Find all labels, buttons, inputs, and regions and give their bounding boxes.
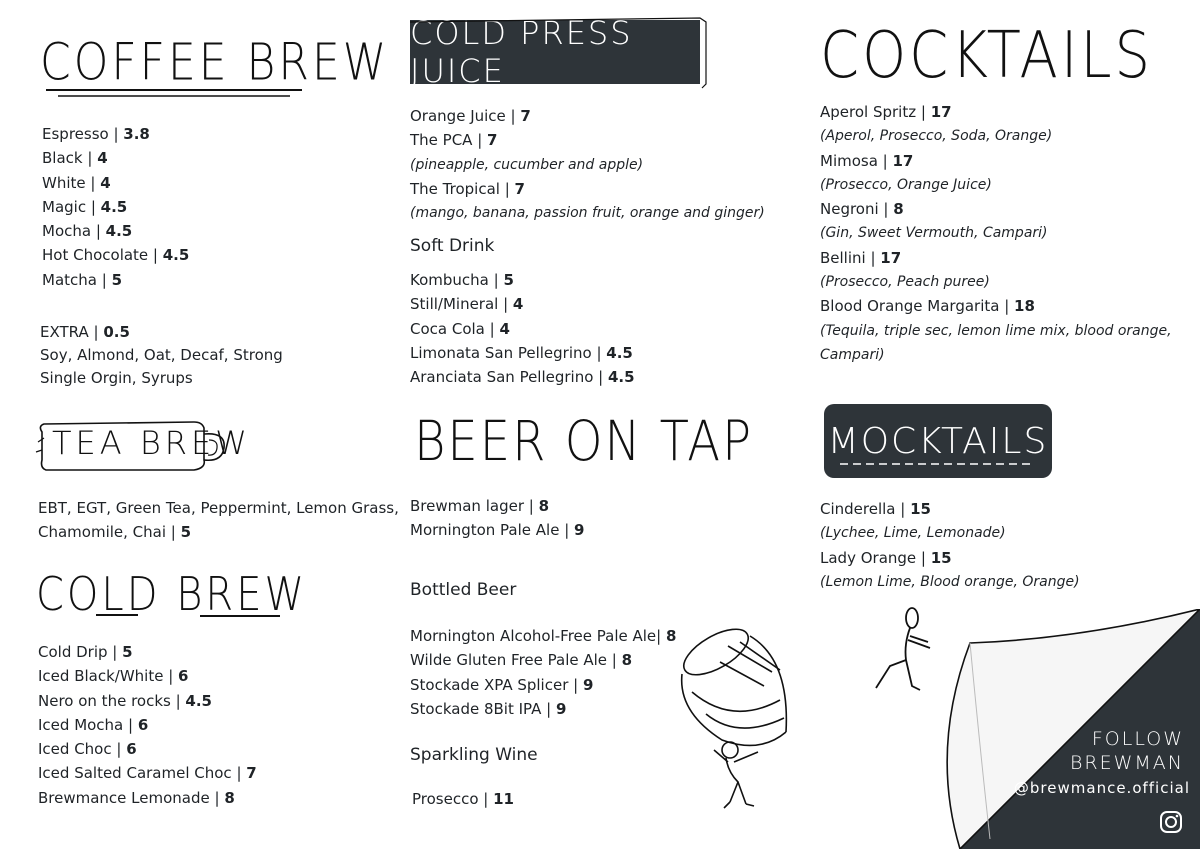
menu-item — [42, 268, 189, 292]
item-price: 5 — [122, 643, 133, 661]
item-name: Brewman lager | — [410, 497, 539, 515]
juice-list — [410, 104, 765, 225]
item-name: Cold Drip | — [38, 643, 123, 661]
item-price: 6 — [126, 740, 137, 759]
menu-item — [38, 664, 257, 688]
cold-brew-heading: COLD BREW — [36, 568, 308, 622]
sparkling-wine-heading: Sparkling Wine — [410, 745, 538, 765]
menu-item — [820, 149, 1172, 173]
item-description: (Tequila, triple sec, lemon lime mix, blood orange, — [820, 322, 1172, 339]
item-name: Prosecco | — [412, 790, 494, 808]
menu-item — [410, 673, 676, 697]
item-price: 4 — [97, 149, 108, 168]
follow-line: FOLLOW — [1091, 728, 1184, 750]
item-price: 4 — [512, 295, 524, 314]
item-description: (Lemon Lime, Blood orange, Orange) — [820, 573, 1080, 590]
item-price: 6 — [137, 715, 149, 734]
instagram-icon[interactable] — [1158, 809, 1184, 835]
item-price: 17 — [892, 151, 914, 170]
item-price: 7 — [246, 764, 257, 783]
menu-item — [38, 640, 257, 664]
item-price: 8 — [538, 497, 550, 515]
item-price: 7 — [520, 107, 531, 125]
menu-item — [42, 243, 189, 267]
bottled-beer-heading: Bottled Beer — [410, 580, 517, 600]
item-price: 15 — [910, 500, 931, 518]
item-price: 9 — [555, 699, 567, 718]
menu-item — [820, 294, 1172, 318]
coffee-list — [42, 122, 189, 292]
menu-item — [42, 122, 189, 146]
item-price: 4.5 — [608, 368, 635, 387]
menu-item — [38, 713, 257, 737]
item-price: 4.5 — [606, 343, 633, 362]
item-description: Campari) — [820, 346, 885, 363]
item-name: Magic | — [42, 197, 101, 216]
item-description: (Prosecco, Peach puree) — [820, 274, 990, 291]
bottled-list — [410, 624, 676, 721]
menu-item — [410, 518, 584, 542]
menu-item — [410, 104, 765, 128]
item-price: 8 — [224, 788, 235, 807]
menu-item — [38, 689, 257, 713]
item-price: 4.5 — [162, 246, 190, 265]
item-price: 6 — [178, 667, 189, 686]
item-name: Nero on the rocks | — [38, 691, 186, 710]
item-price: 8 — [893, 200, 904, 219]
item-price: 8 — [665, 627, 677, 645]
item-name: Bellini | — [820, 248, 881, 267]
item-price: 9 — [574, 521, 585, 540]
menu-item — [42, 146, 189, 170]
item-price: 4.5 — [105, 222, 133, 241]
menu-item — [820, 246, 1172, 270]
item-price: 4.5 — [100, 197, 128, 216]
item-name: Mornington Alcohol-Free Pale Ale| — [410, 627, 666, 645]
item-name: The Tropical | — [410, 179, 515, 198]
barrel-carrier-illustration — [665, 622, 808, 818]
item-price: 4 — [499, 319, 510, 338]
item-description: (Aperol, Prosecco, Soda, Orange) — [820, 128, 1053, 145]
follow-line: BREWMAN — [1069, 752, 1184, 774]
menu-item — [410, 177, 765, 201]
coffee-brew-underline — [44, 86, 306, 100]
coffee-brew-heading: COFFEE BREW — [40, 33, 390, 93]
item-name: Cinderella | — [820, 500, 911, 518]
beer-on-tap-heading: BEER ON TAP — [414, 409, 754, 474]
item-name: Mimosa | — [820, 151, 893, 170]
menu-item — [410, 341, 635, 365]
item-price: 9 — [582, 675, 594, 694]
instagram-handle[interactable]: @brewmance.official — [1013, 779, 1190, 797]
item-name: Iced Mocha | — [38, 715, 138, 734]
menu-item — [820, 197, 1172, 221]
item-price: 5 — [503, 271, 514, 289]
item-price: 15 — [930, 548, 952, 567]
item-name: White | — [42, 173, 101, 192]
menu-item — [42, 195, 189, 219]
item-description: (mango, banana, passion fruit, orange and ginger) — [410, 205, 765, 222]
item-price: 4.5 — [185, 691, 212, 710]
menu-item — [38, 786, 257, 810]
item-name: The PCA | — [410, 131, 488, 150]
menu-item — [410, 697, 676, 721]
item-name: Mocha | — [42, 222, 106, 241]
extra-item: EXTRA | 0.5 — [40, 323, 130, 341]
menu-item — [410, 268, 635, 292]
stick-figure-illustration — [866, 604, 946, 704]
menu-item — [410, 292, 635, 316]
item-price: 11 — [493, 790, 514, 808]
sparkling-list — [412, 787, 514, 811]
menu-item — [42, 171, 189, 195]
cold-press-juice-heading: COLD PRESS JUICE — [410, 14, 633, 90]
item-name: Mornington Pale Ale | — [410, 521, 575, 540]
item-name: Espresso | — [42, 125, 124, 143]
follow-label — [1070, 727, 1184, 775]
item-price: 17 — [880, 248, 902, 267]
item-description: (Lychee, Lime, Lemonade) — [820, 525, 1006, 542]
menu-item — [820, 100, 1172, 124]
item-price: 17 — [930, 103, 952, 121]
tea-line: Chamomile, Chai | 5 — [38, 523, 192, 542]
banner-shadow — [408, 14, 708, 90]
menu-item — [820, 497, 1080, 521]
extra-line: Soy, Almond, Oat, Decaf, Strong — [40, 346, 283, 364]
item-name: Orange Juice | — [410, 107, 521, 125]
item-name: Matcha | — [42, 270, 112, 289]
item-name: Negroni | — [820, 200, 894, 219]
item-price: 3.8 — [123, 125, 150, 143]
soft-drink-heading: Soft Drink — [410, 236, 495, 256]
tea-list — [38, 496, 399, 545]
menu-item — [410, 365, 635, 389]
item-price: 7 — [514, 179, 525, 198]
menu-item — [410, 624, 676, 648]
item-name: Iced Salted Caramel Choc | — [38, 764, 247, 783]
item-name: Still/Mineral | — [410, 295, 513, 314]
soft-drink-list — [410, 268, 635, 389]
item-name: Stockade 8Bit IPA | — [410, 699, 556, 718]
item-price: 8 — [621, 651, 633, 670]
menu-item — [38, 737, 257, 761]
menu-item — [820, 546, 1080, 570]
item-name: Lady Orange | — [820, 548, 931, 567]
menu-item — [410, 648, 676, 672]
menu-item — [412, 787, 514, 811]
cold-brew-list — [38, 640, 257, 810]
item-name: Limonata San Pellegrino | — [410, 343, 607, 362]
item-name: Aperol Spritz | — [820, 103, 931, 121]
item-name: Blood Orange Margarita | — [820, 297, 1015, 316]
menu-item — [410, 494, 584, 518]
item-description: (Prosecco, Orange Juice) — [820, 176, 992, 193]
item-name: Iced Black/White | — [38, 667, 179, 686]
item-name: Hot Chocolate | — [42, 246, 163, 265]
menu-item — [38, 761, 257, 785]
cocktails-list — [820, 100, 1172, 367]
item-name: Kombucha | — [410, 271, 504, 289]
tea-brew-heading: TEA BREW — [52, 424, 251, 462]
mocktails-list — [820, 497, 1080, 594]
item-name: Wilde Gluten Free Pale Ale | — [410, 651, 622, 670]
item-name: Coca Cola | — [410, 319, 500, 338]
item-price: 7 — [487, 131, 498, 150]
tea-line: EBT, EGT, Green Tea, Peppermint, Lemon Grass, — [38, 499, 399, 517]
coffee-extras — [40, 321, 283, 390]
item-price: 4 — [100, 173, 111, 192]
item-name: Black | — [42, 149, 98, 168]
mocktails-dash-underline — [840, 460, 1036, 468]
item-name: Aranciata San Pellegrino | — [410, 368, 608, 387]
item-price: 18 — [1014, 297, 1035, 316]
menu-item — [410, 128, 765, 152]
menu-item — [410, 317, 635, 341]
extra-line: Single Orgin, Syrups — [40, 369, 193, 387]
item-name: Iced Choc | — [38, 740, 127, 759]
cocktails-heading: COCKTAILS — [820, 18, 1154, 93]
item-description: (pineapple, cucumber and apple) — [410, 156, 644, 173]
item-price: 5 — [111, 270, 122, 289]
mocktails-heading: MOCKTAILS — [827, 420, 1049, 462]
item-description: (Gin, Sweet Vermouth, Campari) — [820, 225, 1048, 242]
item-name: Stockade XPA Splicer | — [410, 675, 583, 694]
beer-list — [410, 494, 584, 543]
menu-item — [42, 219, 189, 243]
cold-brew-underline — [96, 612, 286, 620]
item-name: Brewmance Lemonade | — [38, 788, 225, 807]
